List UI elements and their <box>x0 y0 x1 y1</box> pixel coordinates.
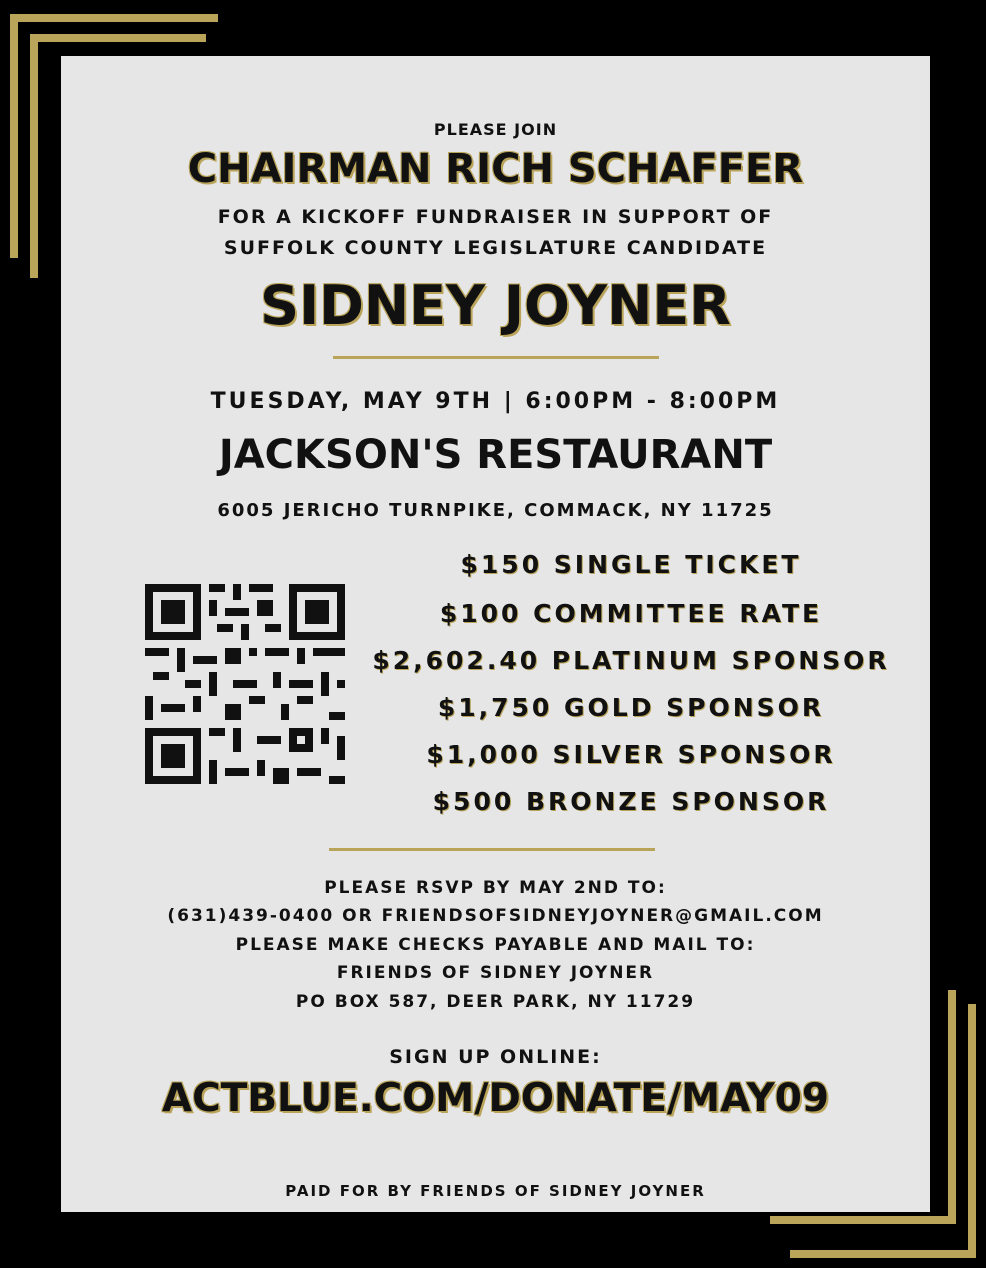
event-datetime: TUESDAY, MAY 9TH | 6:00PM - 8:00PM <box>210 389 781 414</box>
sign-up-label: SIGN UP ONLINE: <box>389 1046 602 1068</box>
corner-line <box>770 1216 956 1224</box>
rsvp-line-1: PLEASE RSVP BY MAY 2ND TO: <box>324 878 667 898</box>
rsvp-line-4: FRIENDS OF SIDNEY JOYNER <box>336 963 655 983</box>
divider <box>329 848 655 851</box>
host-name: CHAIRMAN RICH SCHAFFER <box>187 146 804 192</box>
rsvp-line-3: PLEASE MAKE CHECKS PAYABLE AND MAIL TO: <box>235 935 756 955</box>
ticket-tier: $500 BRONZE SPONSOR <box>432 787 830 816</box>
ticket-tier: $2,602.40 PLATINUM SPONSOR <box>372 646 890 675</box>
corner-line <box>10 14 218 22</box>
qr-code-icon[interactable] <box>145 584 345 784</box>
rsvp-address: PO BOX 587, DEER PARK, NY 11729 <box>295 992 696 1012</box>
please-join: PLEASE JOIN <box>433 120 558 139</box>
intro-line-2: SUFFOLK COUNTY LEGISLATURE CANDIDATE <box>223 237 768 259</box>
corner-line <box>30 34 206 42</box>
corner-line <box>790 1250 976 1258</box>
corner-line <box>10 14 18 258</box>
corner-line <box>30 34 38 278</box>
ticket-tier: $150 SINGLE TICKET <box>460 550 802 579</box>
paid-for-disclaimer: PAID FOR BY FRIENDS OF SIDNEY JOYNER <box>285 1182 706 1200</box>
ticket-tier: $100 COMMITTEE RATE <box>439 599 823 628</box>
donate-url[interactable]: ACTBLUE.COM/DONATE/MAY09 <box>161 1076 830 1121</box>
venue-name: JACKSON'S RESTAURANT <box>218 432 773 478</box>
corner-line <box>948 990 956 1224</box>
ticket-tier: $1,000 SILVER SPONSOR <box>426 740 836 769</box>
ticket-tier: $1,750 GOLD SPONSOR <box>437 693 825 722</box>
corner-line <box>968 1004 976 1258</box>
venue-address: 6005 JERICHO TURNPIKE, COMMACK, NY 11725 <box>217 500 774 521</box>
candidate-name: SIDNEY JOYNER <box>260 274 731 337</box>
divider <box>333 356 659 359</box>
rsvp-contact[interactable]: (631)439-0400 OR FRIENDSOFSIDNEYJOYNER@GMAIL.COM <box>167 906 824 926</box>
intro-line-1: FOR A KICKOFF FUNDRAISER IN SUPPORT OF <box>217 206 774 228</box>
invitation-card <box>61 56 930 1212</box>
